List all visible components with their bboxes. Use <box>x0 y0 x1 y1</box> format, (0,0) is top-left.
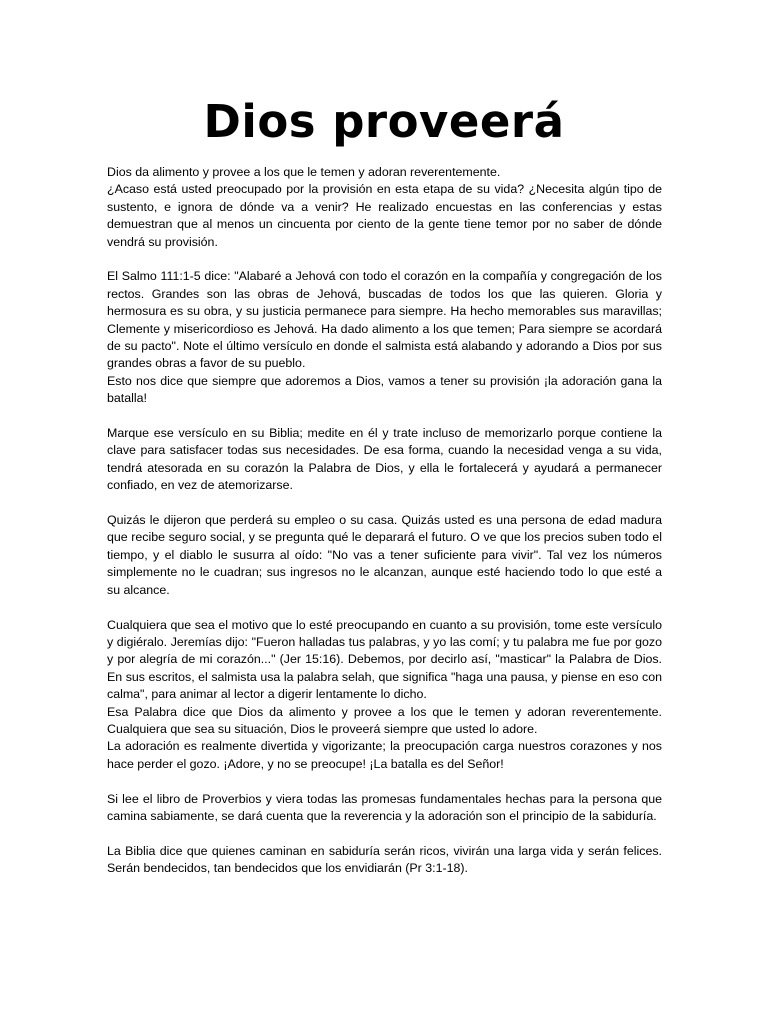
paragraph-esa-palabra: Esa Palabra dice que Dios da alimento y provee a los que le temen y adoran reverentemente. Cualquiera que sea su situación, Dios le proveerá siempre que usted lo adore. <box>107 704 662 736</box>
paragraph-proverbios: Si lee el libro de Proverbios y viera todas las promesas fundamentales hechas para la persona que camina sabiamente, se dará cuenta que la reverencia y la adoración son el principio de la sabiduría. <box>107 791 662 823</box>
paragraph-cualquiera: Cualquiera que sea el motivo que lo esté preocupando en cuanto a su provisión, tome este versículo y digiéralo. Jeremías dijo: "Fueron halladas tus palabras, y yo las comí; y tu palabra me fue por gozo y por alegría de mi corazón..." (Jer 15:16). Debemos, por decirlo así, "masticar" la Palabra de Dios. En sus escritos, el salmista usa la palabra selah, que significa "haga una pausa, y piense en eso con calma", para animar al lector a digerir lentamente lo dicho. <box>107 617 662 702</box>
paragraph-spacer <box>107 495 662 512</box>
paragraph-la-adoracion: La adoración es realmente divertida y vigorizante; la preocupación carga nuestros corazones y nos hace perder el gozo. ¡Adore, y no se preocupe! ¡La batalla es del Señor! <box>107 739 662 771</box>
paragraph-biblia: La Biblia dice que quienes caminan en sabiduría serán ricos, vivirán una larga vida y serán felices. Serán bendecidos, tan bendecidos que los envidiarán (Pr 3:1-18). <box>107 843 662 876</box>
paragraph-spacer <box>107 408 662 425</box>
paragraph-quizas: Quizás le dijeron que perderá su empleo o su casa. Quizás usted es una persona de edad madura que recibe seguro social, y se pregunta qué le deparará el futuro. O ve que los precios suben todo el tiempo, y el diablo le susurra al oído: "No vas a tener suficiente para vivir". Tal vez los números simplemente no le cuadran; sus ingresos no le alcanzan, aunque esté haciendo todo lo que esté a su alcance. <box>107 513 662 597</box>
paragraph-intro: Dios da alimento y provee a los que le temen y adoran reverentemente. <box>107 165 501 179</box>
paragraph-spacer <box>107 825 662 842</box>
paragraph-marque: Marque ese versículo en su Biblia; medite en él y trate incluso de memorizarlo porque contiene la clave para satisfacer todas sus necesidades. De esa forma, cuando la necesidad venga a su vida, tendrá atesorada en su corazón la Palabra de Dios, y ella le fortalecerá y ayudará a permanecer confiado, en vez de atemorizarse. <box>107 426 662 493</box>
paragraph-spacer <box>107 599 662 616</box>
paragraph-salmo: El Salmo 111:1-5 dice: "Alabaré a Jehová con todo el corazón en la compañía y congregación de los rectos. Grandes son las obras de Jehová, buscadas de todos los que las quieren. Gloria y hermosura es su obra, y su justicia permanece para siempre. Ha hecho memorables sus maravillas; Clemente y misericordioso es Jehová. Ha dado alimento a los que temen; Para siempre se acordará de su pacto". Note el último versículo en donde el salmista está alabando y adorando a Dios por sus grandes obras a favor de su pueblo. <box>107 269 662 371</box>
paragraph-spacer <box>107 251 662 268</box>
paragraph-adoracion: Esto nos dice que siempre que adoremos a Dios, vamos a tener su provisión ¡la adoración gana la batalla! <box>107 373 662 406</box>
document-body <box>107 164 662 878</box>
document-title: Dios proveerá <box>203 95 565 148</box>
paragraph-question: ¿Acaso está usted preocupado por la provisión en esta etapa de su vida? ¿Necesita algún tipo de sustento, e ignora de dónde va a venir? He realizado encuestas en las conferencias y estas demuestran que al menos un cincuenta por ciento de la gente tiene temor por no saber de dónde vendrá su provisión. <box>107 182 662 249</box>
paragraph-spacer <box>107 773 662 790</box>
